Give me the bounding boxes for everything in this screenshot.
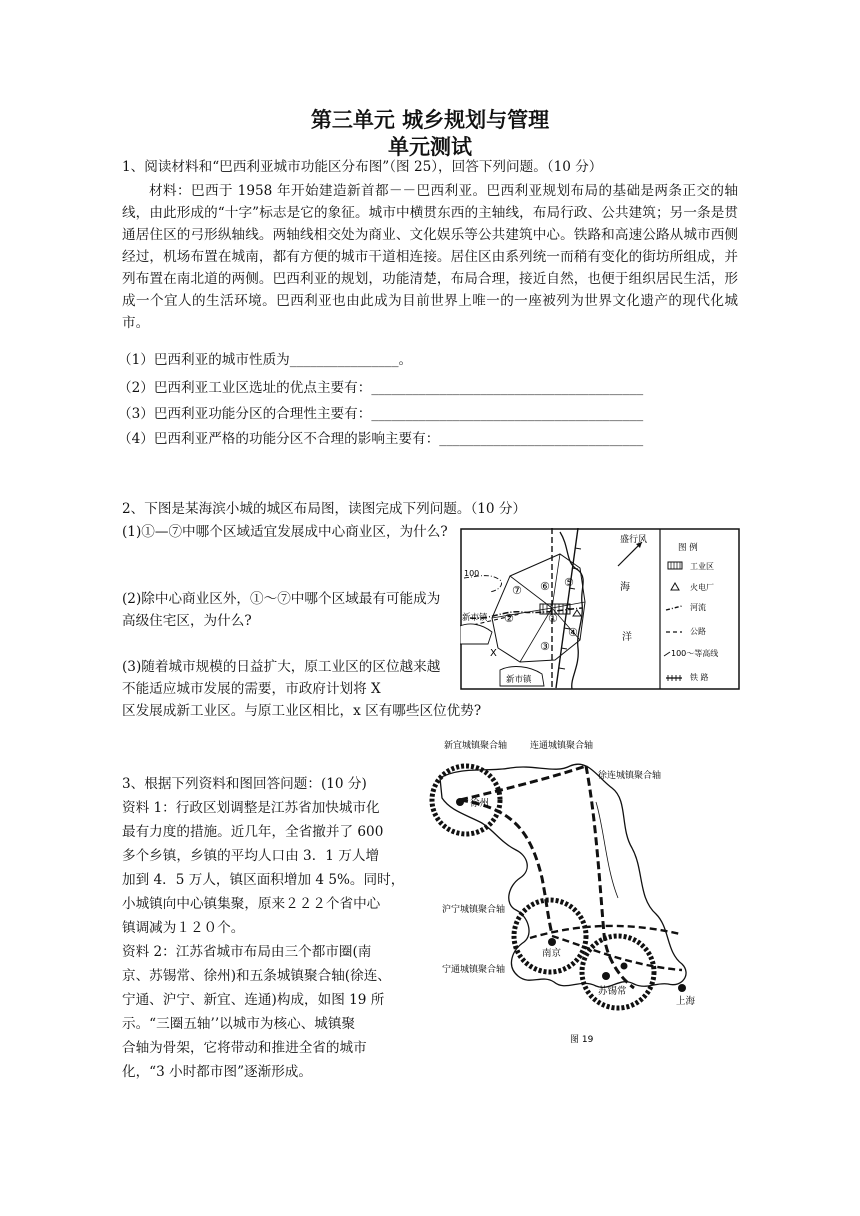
zone-label-6: ⑥	[540, 580, 550, 593]
q3-line-1: 资料 1：行政区划调整是江苏省加快城市化	[122, 800, 380, 816]
axis-label-liantong: 连通城镇聚合轴	[530, 741, 594, 751]
zone-x-label: X	[490, 648, 497, 659]
figure-caption: 图 19	[570, 1035, 594, 1045]
town-label-1: 新市镇	[462, 613, 488, 623]
legend-industrial: 工业区	[690, 562, 714, 571]
legend-contour: 100～等高线	[671, 649, 719, 658]
legend-power-plant: 火电厂	[690, 583, 714, 592]
zone-label-1: ①	[548, 612, 558, 625]
page-subtitle: 单元测试	[388, 135, 472, 159]
legend-river: 河流	[690, 603, 706, 612]
wind-label: 盛行风	[620, 535, 648, 545]
q3-line-3: 多个乡镇，乡镇的平均人口由 3．1 万人增	[122, 848, 380, 864]
q1-stem: 1、阅读材料和“巴西利亚城市功能区分布图”（图 25），回答下列问题。（10 分）	[122, 159, 603, 175]
sea-label-1: 海	[620, 582, 630, 593]
zone-label-2: ②	[504, 612, 514, 625]
zone-label-7: ⑦	[512, 584, 522, 597]
q1-item-4: （4）巴西利亚严格的功能分区不合理的影响主要有：______________________________	[118, 431, 644, 447]
zone-label-4: ④	[568, 626, 578, 639]
q2-part-2: (2)除中心商业区外，①～⑦中哪个区域最有可能成为高级住宅区，为什么?	[122, 591, 441, 629]
page-title: 第三单元 城乡规划与管理	[310, 108, 550, 132]
q3-line-2: 最有力度的措施。近几年，全省撤并了 600	[122, 824, 384, 840]
axis-label-huning: 沪宁城镇聚合轴	[442, 905, 506, 915]
q3-line-7: 资料 2：江苏省城市布局由三个都市圈(南	[122, 944, 372, 960]
axis-label-ningtong: 宁通城镇聚合轴	[442, 965, 506, 975]
contour-label: 100	[464, 569, 480, 578]
legend-road: 公路	[690, 627, 706, 636]
q3-line-4: 加到 4．5 万人，镇区面积增加 4 5%。同时，	[122, 872, 405, 888]
city-label-suxichang: 苏锡常	[598, 986, 627, 997]
city-label-shanghai: 上海	[676, 996, 696, 1007]
q3-line-6: 镇调减为１２０个。	[122, 920, 245, 936]
zone-label-3: ③	[540, 640, 550, 653]
legend-railway: 铁 路	[690, 673, 709, 682]
q2-part-3b: 区发展成新工业区。与原工业区相比，x 区有哪些区位优势?	[122, 703, 482, 719]
q1-item-1: （1）巴西利亚的城市性质为________________。	[118, 352, 413, 368]
sea-label-2: 洋	[622, 632, 632, 643]
q1-item-3: （3）巴西利亚功能分区的合理性主要有：________________________________________	[118, 406, 644, 422]
q3-line-12: 化，“3 小时都市图”逐渐形成。	[122, 1064, 312, 1080]
city-label-nanjing: 南京	[542, 948, 562, 959]
q2-part-1: (1)①—⑦中哪个区域适宜发展成中心商业区，为什么?	[122, 524, 448, 540]
q3-line-5: 小城镇向中心镇集聚，原来２２２个省中心	[122, 896, 381, 912]
q1-item-2: （2）巴西利亚工业区选址的优点主要有：________________________________________	[118, 380, 644, 396]
q1-material: 材料：巴西于 1958 年开始建造新首都－－巴西利亚。巴西利亚规划布局的基础是两条正交的轴线，由此形成的“十字”标志是它的象征。城市中横贯东西的主轴线，布局行政、公共建筑；另一条是贯通居住区的弓形纵轴线。两轴线相交处为商业、文化娱乐等公共建筑中心。铁路和高速公路从城市西侧经过，机场布置在城南，都有方便的城市干道相连接。居住区由系列统一而稍有变化的街坊所组成，并列布置在南北道的两侧。巴西利亚的规划，功能清楚，布局合理，接近自然，也便于组织居民生活，形成一个宜人的生活环境。巴西利亚也由此成为目前世界上唯一的一座被列为世界文化遗产的现代化城市。	[122, 183, 738, 331]
q3-line-9: 宁通、沪宁、新宜、连通)构成，如图 19 所	[122, 992, 385, 1008]
q3-line-8: 京、苏锡常、徐州)和五条城镇聚合轴(徐连、	[122, 968, 391, 984]
axis-label-xulian: 徐连城镇聚合轴	[598, 771, 662, 781]
q2-stem: 2、下图是某海滨小城的城区布局图，读图完成下列问题。（10 分）	[122, 501, 527, 517]
coastal-city-map	[460, 528, 740, 690]
city-label-xuzhou: 徐州	[470, 798, 490, 809]
q3-line-11: 合轴为骨架，它将带动和推进全省的城市	[122, 1040, 367, 1056]
legend-title: 图 例	[678, 543, 698, 553]
town-label-2: 新市镇	[506, 675, 532, 685]
zone-label-5: ⑤	[564, 576, 574, 589]
jiangsu-urban-axes-map	[420, 738, 700, 1050]
q3-stem: 3、根据下列资料和图回答问题：(10 分)	[122, 776, 367, 792]
q2-part-3a: (3)随着城市规模的日益扩大，原工业区的区位越来越不能适应城市发展的需要，市政府计划将 X	[122, 659, 441, 697]
q3-line-10: 示。“三圈五轴’’以城市为核心、城镇聚	[122, 1016, 356, 1032]
axis-label-xinyi: 新宜城镇聚合轴	[444, 741, 508, 751]
